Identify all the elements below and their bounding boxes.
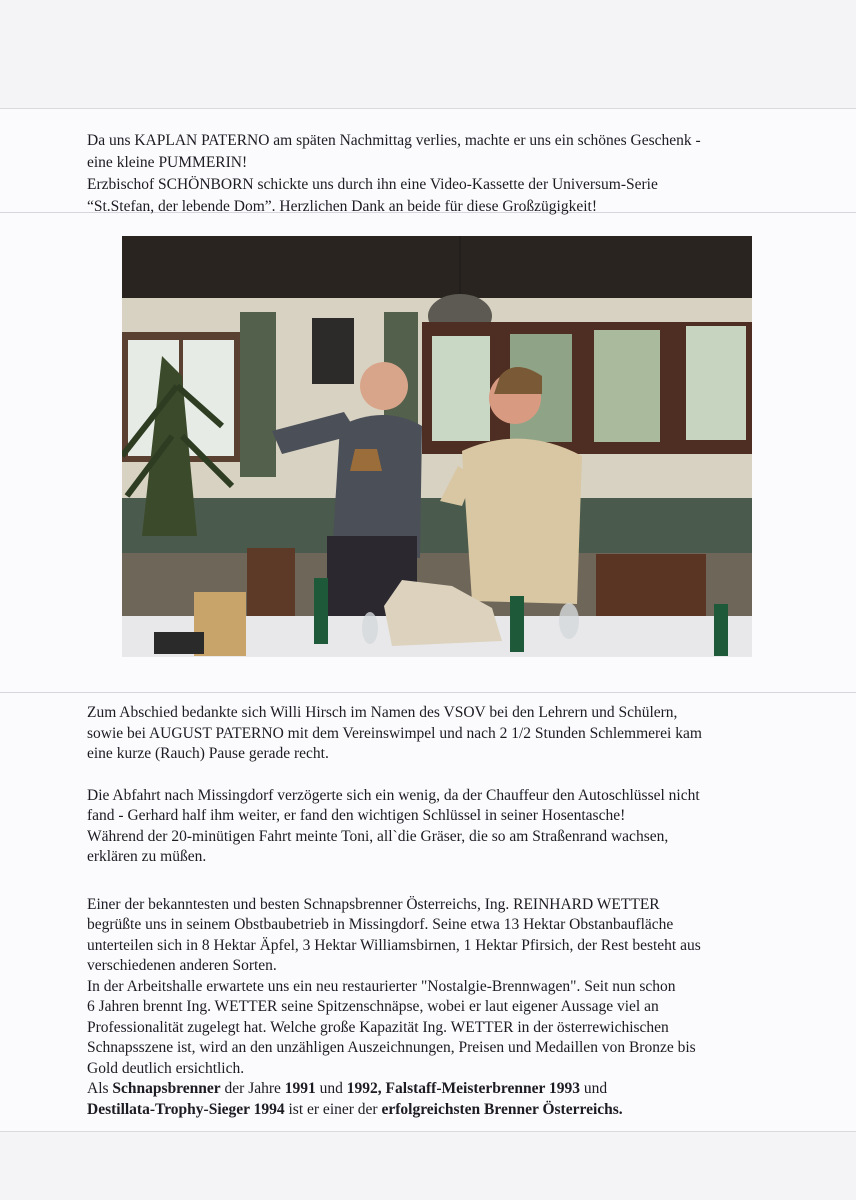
body-line: erklären zu müßen. (87, 848, 207, 865)
body-line: sowie bei AUGUST PATERNO mit dem Vereinswimpel und nach 2 1/2 Stunden Schlemmerei kam (87, 724, 702, 742)
text-span: Als (87, 1080, 113, 1097)
event-photo (122, 236, 752, 657)
body-line: unterteilen sich in 8 Hektar Äpfel, 3 Hektar Williamsbirnen, 1 Hektar Pfirsich, der Rest besteht aus (87, 936, 701, 954)
text-span: ist er einer der (284, 1100, 382, 1118)
body-line: begrüßte uns in seinem Obstbaubetrieb in Missingdorf. Seine etwa 13 Hektar Obstanbaufläche (87, 916, 674, 933)
text-span: der Jahre (220, 1080, 285, 1097)
body-line: verschiedenen anderen Sorten. (87, 957, 277, 974)
body-text (87, 703, 807, 1120)
intro-text (87, 130, 807, 218)
intro-line: Erzbischof SCHÖNBORN schickte uns durch ihn eine Video-Kassette der Universum-Serie (87, 176, 658, 193)
fold-line (0, 692, 856, 693)
body-line-highlight (87, 1079, 807, 1100)
text-span: und (579, 1080, 608, 1097)
intro-line: Da uns KAPLAN PATERNO am späten Nachmittag verlies, machte er uns ein schönes Geschenk - (87, 132, 701, 149)
body-line: Professionalität zugelegt hat. Welche große Kapazität Ing. WETTER in der österrewichischen (87, 1018, 669, 1036)
bold-span: erfolgreichsten Brenner Österreichs. (381, 1100, 623, 1118)
body-line-highlight (87, 1100, 807, 1121)
bold-span: 1992, Falstaff-Meisterbrenner 1993 (346, 1080, 580, 1097)
body-line: Während der 20-minütigen Fahrt meinte Toni, all`die Gräser, die so am Straßenrand wachsen, (87, 827, 669, 845)
text-span: und (315, 1080, 347, 1097)
body-line: Schnapsszene ist, wird an den unzähligen Auszeichnungen, Preisen und Medaillen von Bronze bis (87, 1039, 696, 1056)
body-line: eine kurze (Rauch) Pause gerade recht. (87, 745, 329, 762)
body-line: Einer der bekanntesten und besten Schnapsbrenner Österreichs, Ing. REINHARD WETTER (87, 895, 660, 913)
body-line: Die Abfahrt nach Missingdorf verzögerte sich ein wenig, da der Chauffeur den Autoschlüssel nicht (87, 786, 700, 804)
body-line: In der Arbeitshalle erwartete uns ein neu restaurierter "Nostalgie-Brennwagen". Seit nun schon (87, 977, 676, 995)
body-line: fand - Gerhard half ihm weiter, er fand den wichtigen Schlüssel in seiner Hosentasche! (87, 807, 626, 824)
body-line: Gold deutlich ersichtlich. (87, 1059, 245, 1077)
bold-span: Destillata-Trophy-Sieger 1994 (87, 1100, 285, 1118)
body-line: Zum Abschied bedankte sich Willi Hirsch im Namen des VSOV bei den Lehrern und Schülern, (87, 704, 678, 721)
bold-span: Schnapsbrenner (112, 1080, 221, 1097)
bold-span: 1991 (284, 1080, 316, 1097)
intro-line: eine kleine PUMMERIN! (87, 154, 248, 171)
photo-illustration (122, 236, 752, 657)
body-line: 6 Jahren brennt Ing. WETTER seine Spitzenschnäpse, wobei er laut eigener Aussage viel an (87, 998, 659, 1015)
intro-line: “St.Stefan, der lebende Dom”. Herzlichen Dank an beide für diese Großzügigkeit! (87, 198, 598, 215)
